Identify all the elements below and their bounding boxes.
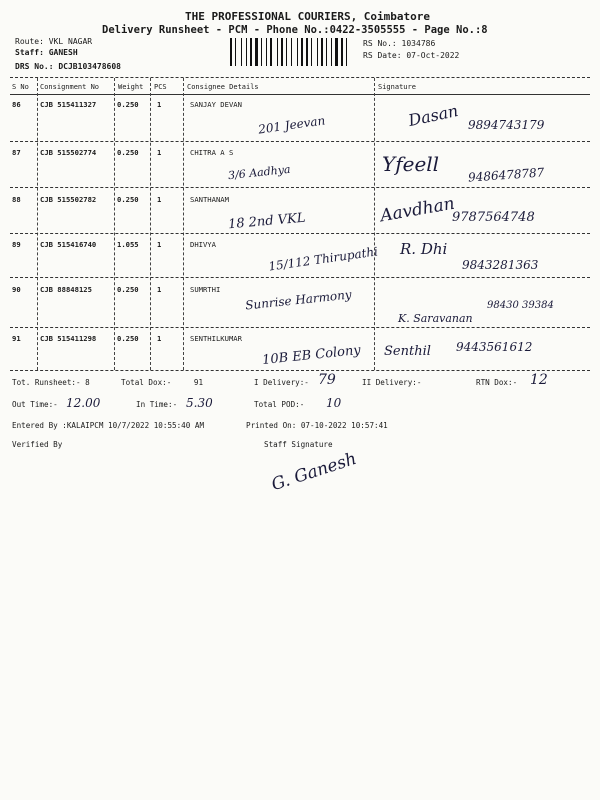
row-weight: 0.250: [117, 100, 139, 109]
barcode-bar: [253, 38, 254, 66]
barcode-bar: [299, 38, 300, 66]
row-consignment: CJB 515502782: [40, 195, 97, 204]
row-sno: 86: [12, 100, 21, 109]
out-time: Out Time:-: [12, 400, 58, 409]
verified-by: Verified By: [12, 440, 63, 449]
row-address-handwriting: Sunrise Harmony: [244, 287, 353, 313]
row-phone-handwriting: 9894743179: [468, 118, 545, 132]
route-value: VKL NAGAR: [48, 37, 93, 46]
total-pod-handwriting: 10: [326, 396, 342, 410]
row-sno: 90: [12, 285, 21, 294]
table-header-rule: [10, 94, 590, 95]
barcode-bar: [333, 38, 334, 66]
barcode-bar: [288, 38, 290, 66]
row-pcs: 1: [157, 100, 162, 109]
barcode-bar: [266, 38, 267, 66]
staff-label: Staff:: [15, 48, 44, 57]
row-divider: [10, 141, 590, 142]
row-pcs: 1: [157, 240, 162, 249]
barcode: [230, 38, 355, 66]
row-address-handwriting: 201 Jeevan: [257, 113, 327, 137]
i-delivery-handwriting: 79: [318, 372, 336, 388]
table-row: [12, 334, 21, 343]
barcode-bar: [301, 38, 303, 66]
table-row: [12, 285, 21, 294]
barcode-bar: [281, 38, 283, 66]
total-dox-value: 91: [193, 378, 204, 387]
tot-runsheet: [12, 378, 90, 387]
rs-no-row: [363, 39, 435, 48]
row-consignee: DHIVYA: [190, 240, 216, 249]
row-signature-handwriting: Aavdhan: [378, 193, 457, 227]
row-consignment: CJB 515411298: [40, 334, 97, 343]
barcode-bar: [268, 38, 269, 66]
drs-label: DRS No.:: [15, 62, 54, 71]
row-weight: 0.250: [117, 334, 139, 343]
staff-signature-handwriting: G. Ganesh: [269, 448, 360, 496]
barcode-bar: [339, 38, 340, 66]
tot-runsheet-value: 8: [85, 378, 90, 387]
rtn-dox-handwriting: 12: [530, 372, 548, 388]
barcode-bar: [270, 38, 272, 66]
barcode-bar: [324, 38, 325, 66]
row-consignee: SENTHILKUMAR: [190, 334, 242, 343]
row-signature-handwriting: Dasan: [406, 100, 460, 131]
row-signature-handwriting: Senthil: [384, 344, 431, 359]
row-consignment: CJB 515502774: [40, 148, 97, 157]
barcode-bar: [321, 38, 323, 66]
entered-by: Entered By :KALAIPCM 10/7/2022 10:55:40 AM: [12, 421, 205, 430]
row-pcs: 1: [157, 285, 162, 294]
barcode-bar: [297, 38, 298, 66]
barcode-bar: [319, 38, 320, 66]
col-pcs: PCS: [154, 83, 167, 91]
row-divider: [10, 233, 590, 234]
barcode-bar: [311, 38, 312, 66]
table-row: [12, 100, 21, 109]
col-weight: Weight: [118, 83, 144, 91]
barcode-bar: [304, 38, 305, 66]
row-signature-handwriting: K. Saravanan: [398, 312, 473, 325]
barcode-bar: [261, 38, 262, 66]
row-phone-handwriting: 9787564748: [452, 210, 535, 225]
barcode-bar: [284, 38, 285, 66]
barcode-bar: [348, 38, 350, 66]
drs-row: [15, 62, 121, 71]
row-pcs: 1: [157, 148, 162, 157]
staff-row: [15, 48, 78, 57]
rtn-dox: RTN Dox:-: [476, 378, 518, 387]
barcode-bar: [331, 38, 332, 66]
company-title: THE PROFESSIONAL COURIERS, Coimbatore: [185, 10, 431, 23]
row-consignee: SANJAY DEVAN: [190, 100, 242, 109]
barcode-bar: [259, 38, 260, 66]
barcode-bar: [273, 38, 276, 66]
table-top-rule: [10, 77, 590, 78]
row-weight: 0.250: [117, 195, 139, 204]
row-pcs: 1: [157, 334, 162, 343]
in-time-handwriting: 5.30: [186, 396, 213, 410]
printed-on: Printed On: 07-10-2022 10:57:41: [246, 421, 388, 430]
table-row: [12, 148, 21, 157]
rs-no-label: RS No.:: [363, 39, 397, 48]
drs-value: DCJB103478608: [58, 62, 121, 71]
row-consignment: CJB 88848125: [40, 285, 92, 294]
barcode-bar: [230, 38, 232, 66]
barcode-bar: [241, 38, 242, 66]
barcode-bar: [293, 38, 296, 66]
total-dox-label: Total Dox:-: [121, 378, 172, 387]
barcode-bar: [246, 38, 247, 66]
row-pcs: 1: [157, 195, 162, 204]
row-phone-handwriting: 9486478787: [467, 165, 545, 185]
barcode-bar: [341, 38, 343, 66]
col-consignee: Consignee Details: [187, 83, 259, 91]
total-pod: Total POD:-: [254, 400, 305, 409]
route-label: Route:: [15, 37, 44, 46]
barcode-bar: [313, 38, 316, 66]
barcode-bar: [291, 38, 292, 66]
barcode-bar: [279, 38, 280, 66]
barcode-bar: [344, 38, 345, 66]
row-signature-handwriting: Yfeell: [382, 152, 440, 176]
row-sno: 87: [12, 148, 21, 157]
row-sno: 91: [12, 334, 21, 343]
barcode-bar: [250, 38, 252, 66]
barcode-bar: [335, 38, 338, 66]
barcode-bar: [309, 38, 310, 66]
barcode-bar: [346, 38, 347, 66]
row-weight: 0.250: [117, 148, 139, 157]
table-row: [12, 195, 21, 204]
barcode-bar: [237, 38, 240, 66]
table-bottom-rule: [10, 370, 590, 371]
row-divider: [10, 187, 590, 188]
barcode-bar: [248, 38, 249, 66]
row-divider: [10, 327, 590, 328]
rs-date-label: RS Date:: [363, 51, 402, 60]
barcode-bar: [255, 38, 258, 66]
row-divider: [10, 277, 590, 278]
barcode-bar: [326, 38, 327, 66]
in-time: In Time:-: [136, 400, 178, 409]
barcode-bar: [328, 38, 330, 66]
col-sno: S No: [12, 83, 29, 91]
i-delivery: I Delivery:-: [254, 378, 309, 387]
row-phone-handwriting: 9843281363: [462, 258, 539, 272]
barcode-bar: [243, 38, 245, 66]
tot-runsheet-label: Tot. Runsheet:-: [12, 378, 81, 387]
row-weight: 0.250: [117, 285, 139, 294]
barcode-bar: [317, 38, 318, 66]
route-row: [15, 37, 92, 46]
rs-no-value: 1034786: [401, 39, 436, 48]
rs-date-row: [363, 51, 459, 60]
row-address-handwriting: 3/6 Aadhya: [227, 162, 292, 183]
ii-delivery: II Delivery:-: [362, 378, 422, 387]
total-dox: [121, 378, 203, 387]
barcode-bar: [233, 38, 234, 66]
row-address-handwriting: 18 2nd VKL: [227, 210, 307, 233]
staff-signature-label: Staff Signature: [264, 440, 333, 449]
row-phone-handwriting: 98430 39384: [487, 300, 554, 311]
barcode-bar: [277, 38, 278, 66]
row-address-handwriting: 10B EB Colony: [261, 342, 362, 369]
table-row: [12, 240, 21, 249]
row-consignment: CJB 515416740: [40, 240, 97, 249]
row-consignee: SUMRTHI: [190, 285, 221, 294]
col-signature: Signature: [378, 83, 416, 91]
row-consignee: SANTHANAM: [190, 195, 229, 204]
out-time-handwriting: 12.00: [66, 396, 101, 410]
barcode-bar: [235, 38, 236, 66]
row-signature-handwriting: R. Dhi: [400, 240, 448, 258]
runsheet-subtitle: Delivery Runsheet - PCM - Phone No.:0422-3505555 - Page No.:8: [102, 24, 488, 36]
row-sno: 88: [12, 195, 21, 204]
row-weight: 1.055: [117, 240, 139, 249]
col-consignment: Consignment No: [40, 83, 100, 91]
barcode-bar: [263, 38, 265, 66]
barcode-bar: [306, 38, 308, 66]
staff-value: GANESH: [48, 48, 78, 57]
rs-date-value: 07-Oct-2022: [406, 51, 460, 60]
row-consignment: CJB 515411327: [40, 100, 97, 109]
barcode-bar: [286, 38, 287, 66]
row-consignee: CHITRA A S: [190, 148, 234, 157]
row-address-handwriting: 15/112 Thirupathi: [267, 244, 379, 274]
row-sno: 89: [12, 240, 21, 249]
row-phone-handwriting: 9443561612: [456, 340, 533, 354]
